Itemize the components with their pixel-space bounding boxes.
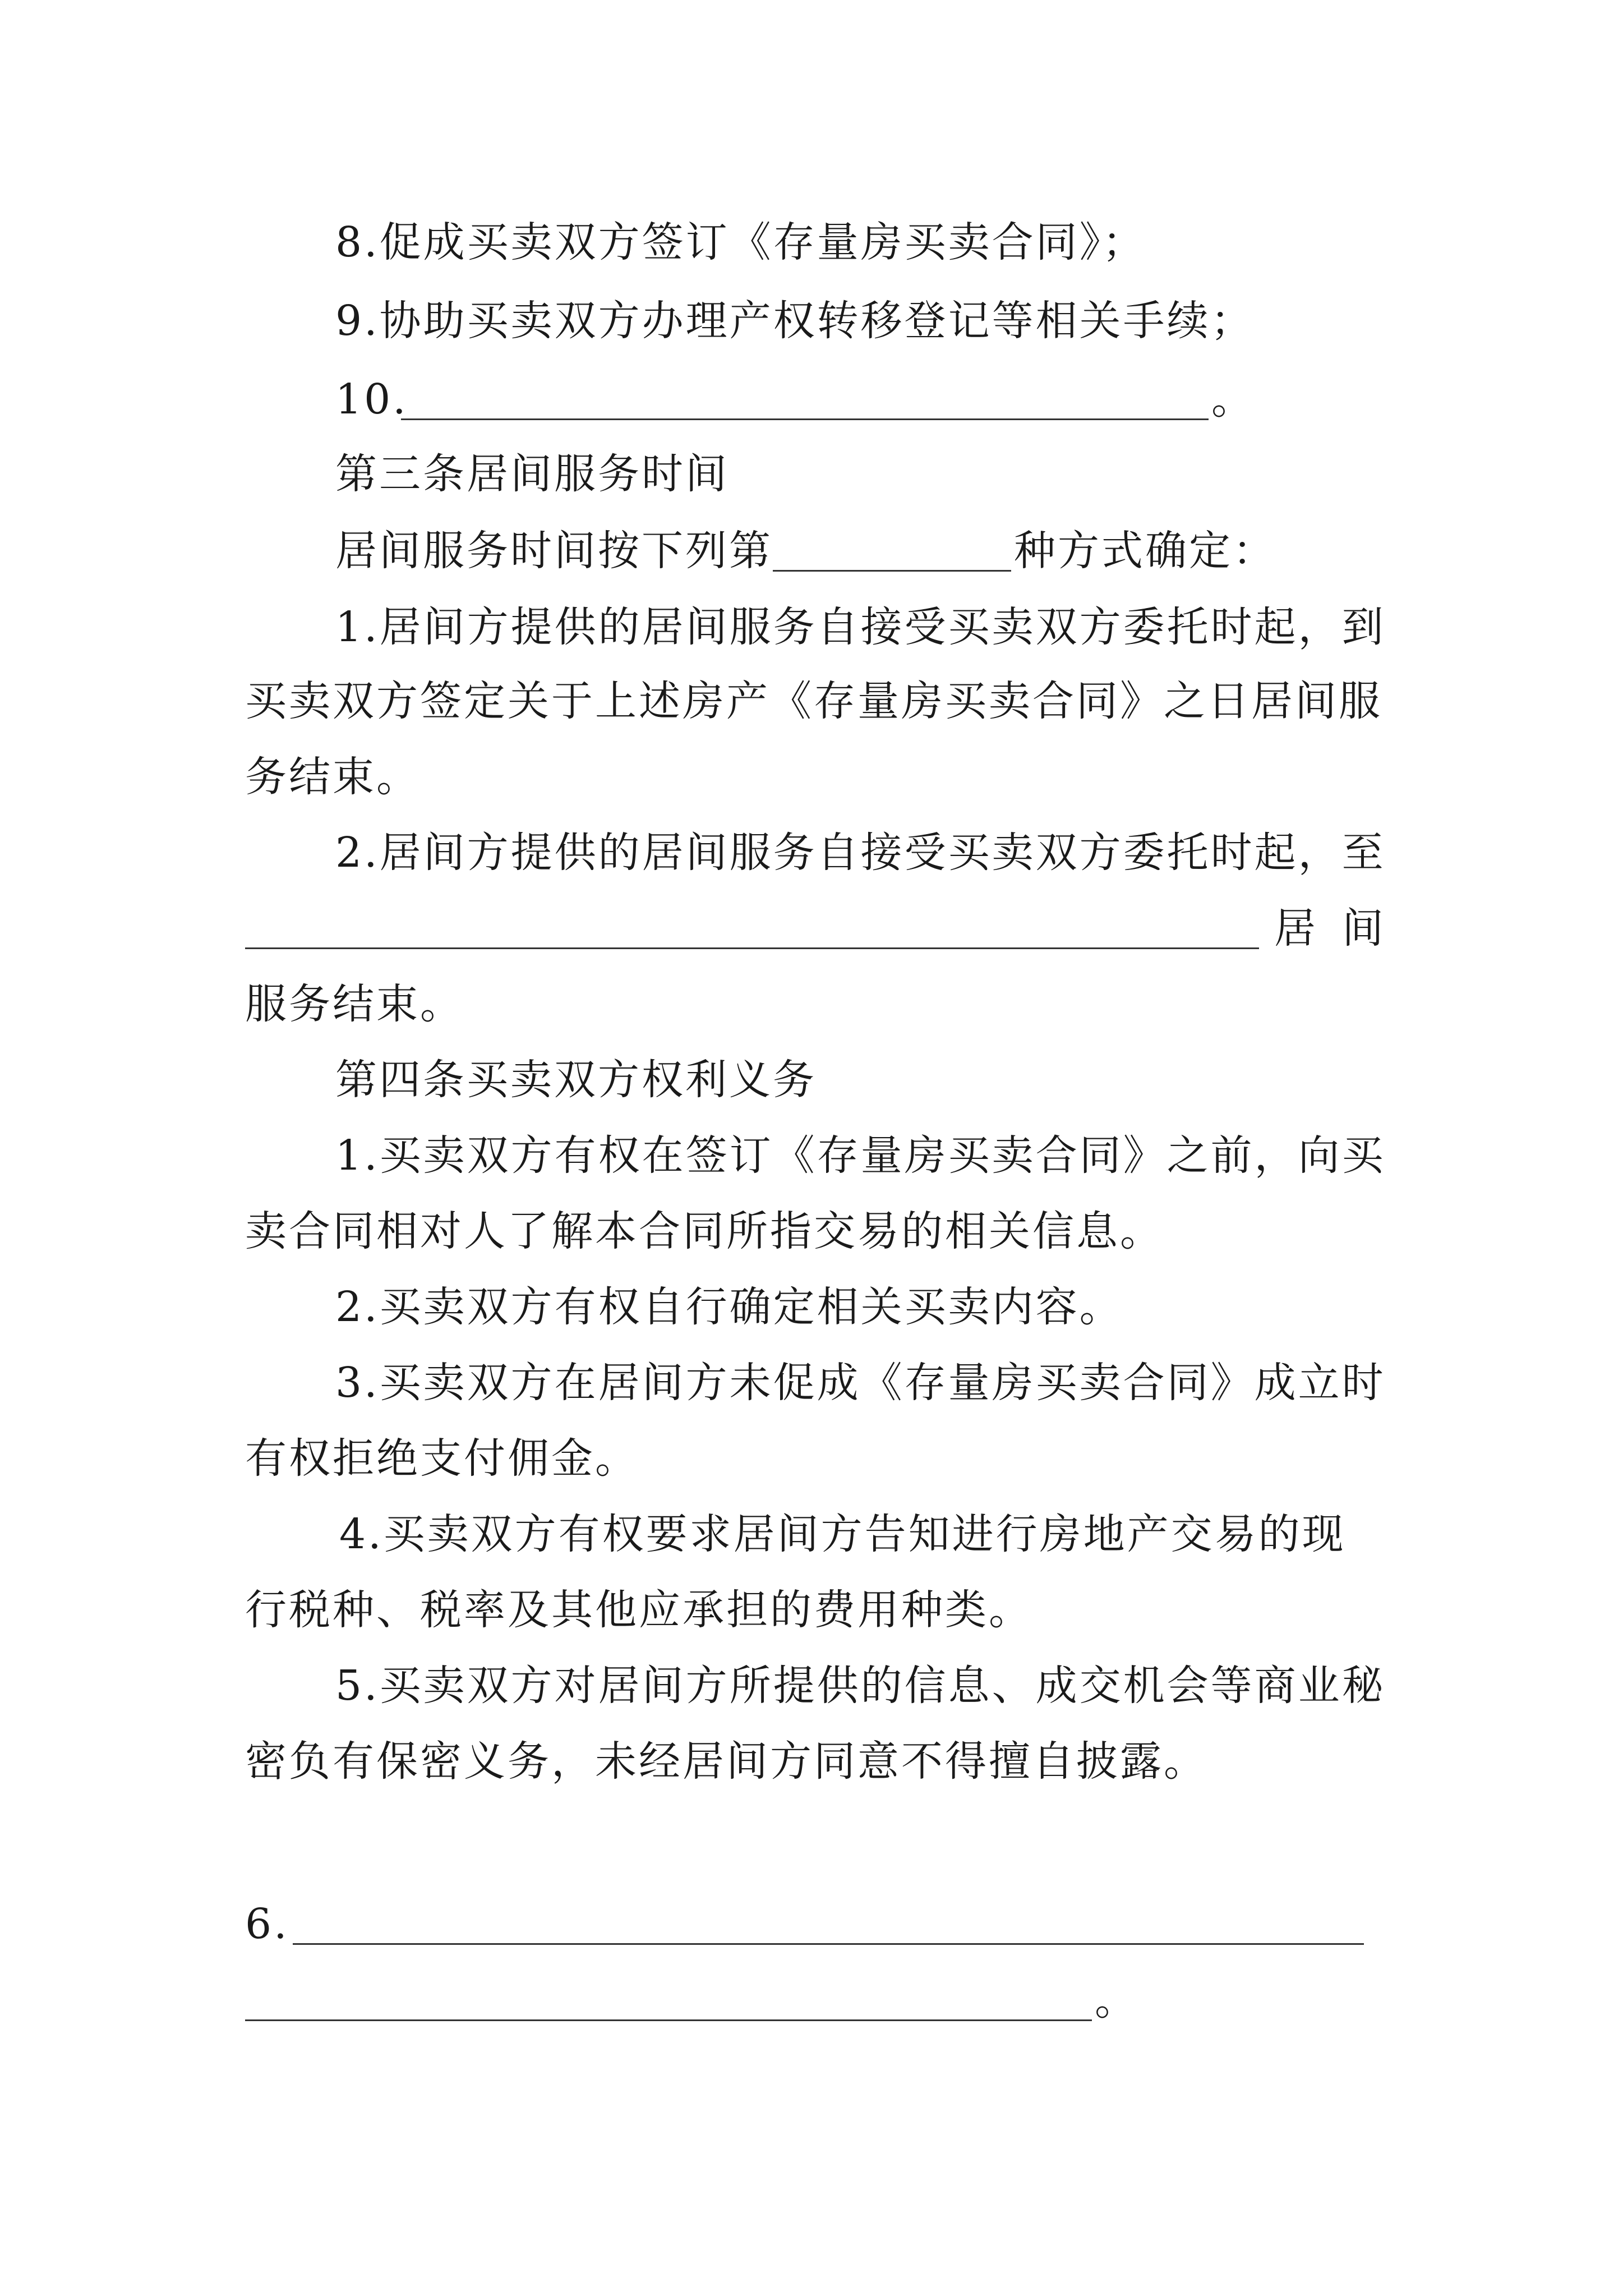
rights-item-1-cont: 卖合同相对人了解本合同所指交易的相关信息。 xyxy=(245,1207,1164,1255)
fill-in-blank-item-6-line-2[interactable] xyxy=(245,2019,1092,2021)
rights-item-6-end: 。 xyxy=(1095,1976,1138,2024)
service-time-option-2-end: 服务结束。 xyxy=(245,980,464,1028)
rights-item-1: 1.买卖双方有权在签订《存量房买卖合同》之前，向买 xyxy=(335,1131,1386,1180)
rights-item-5-cont: 密负有保密义务，未经居间方同意不得擅自披露。 xyxy=(245,1737,1207,1786)
rights-item-4-cont: 行税种、税率及其他应承担的费用种类。 xyxy=(245,1586,1032,1634)
rights-item-2: 2.买卖双方有权自行确定相关买卖内容。 xyxy=(335,1283,1123,1331)
section-heading-3: 第三条居间服务时间 xyxy=(335,450,729,498)
rights-item-5: 5.买卖双方对居间方所提供的信息、成交机会等商业秘 xyxy=(335,1662,1386,1710)
service-time-option-2: 2.居间方提供的居间服务自接受买卖双方委托时起，至 xyxy=(335,829,1386,877)
service-time-option-1-cont: 买卖双方签定关于上述房产《存量房买卖合同》之日居间服 xyxy=(245,677,1382,725)
service-time-option-1-end: 务结束。 xyxy=(245,753,420,801)
fill-in-blank-method-number[interactable] xyxy=(773,570,1011,572)
rights-item-3: 3.买卖双方在居间方未促成《存量房买卖合同》成立时 xyxy=(335,1359,1386,1407)
rights-item-6-number: 6. xyxy=(245,1900,289,1948)
service-time-option-1: 1.居间方提供的居间服务自接受买卖双方委托时起，到 xyxy=(335,603,1386,651)
fill-in-blank-item-6-line-1[interactable] xyxy=(293,1943,1364,1945)
clause-item-9: 9.协助买卖双方办理产权转移登记等相关手续； xyxy=(335,297,1255,345)
rights-item-4: 4.买卖双方有权要求居间方告知进行房地产交易的现 xyxy=(339,1510,1346,1558)
clause-item-8: 8.促成买卖双方签订《存量房买卖合同》； xyxy=(335,218,1146,266)
clause-item-10-number: 10. xyxy=(335,375,408,424)
fill-in-blank-item-10[interactable] xyxy=(401,418,1209,420)
service-time-intro: 居间服务时间按下列第 xyxy=(335,527,773,575)
fill-in-blank-end-date[interactable] xyxy=(245,947,1259,949)
rights-item-3-cont: 有权拒绝支付佣金。 xyxy=(245,1434,639,1483)
service-time-intro-end: 种方式确定： xyxy=(1014,527,1276,575)
section-heading-4: 第四条买卖双方权利义务 xyxy=(335,1056,817,1104)
clause-item-10-end: 。 xyxy=(1211,375,1255,424)
service-time-option-2-cont: 居 间 xyxy=(1274,904,1384,953)
